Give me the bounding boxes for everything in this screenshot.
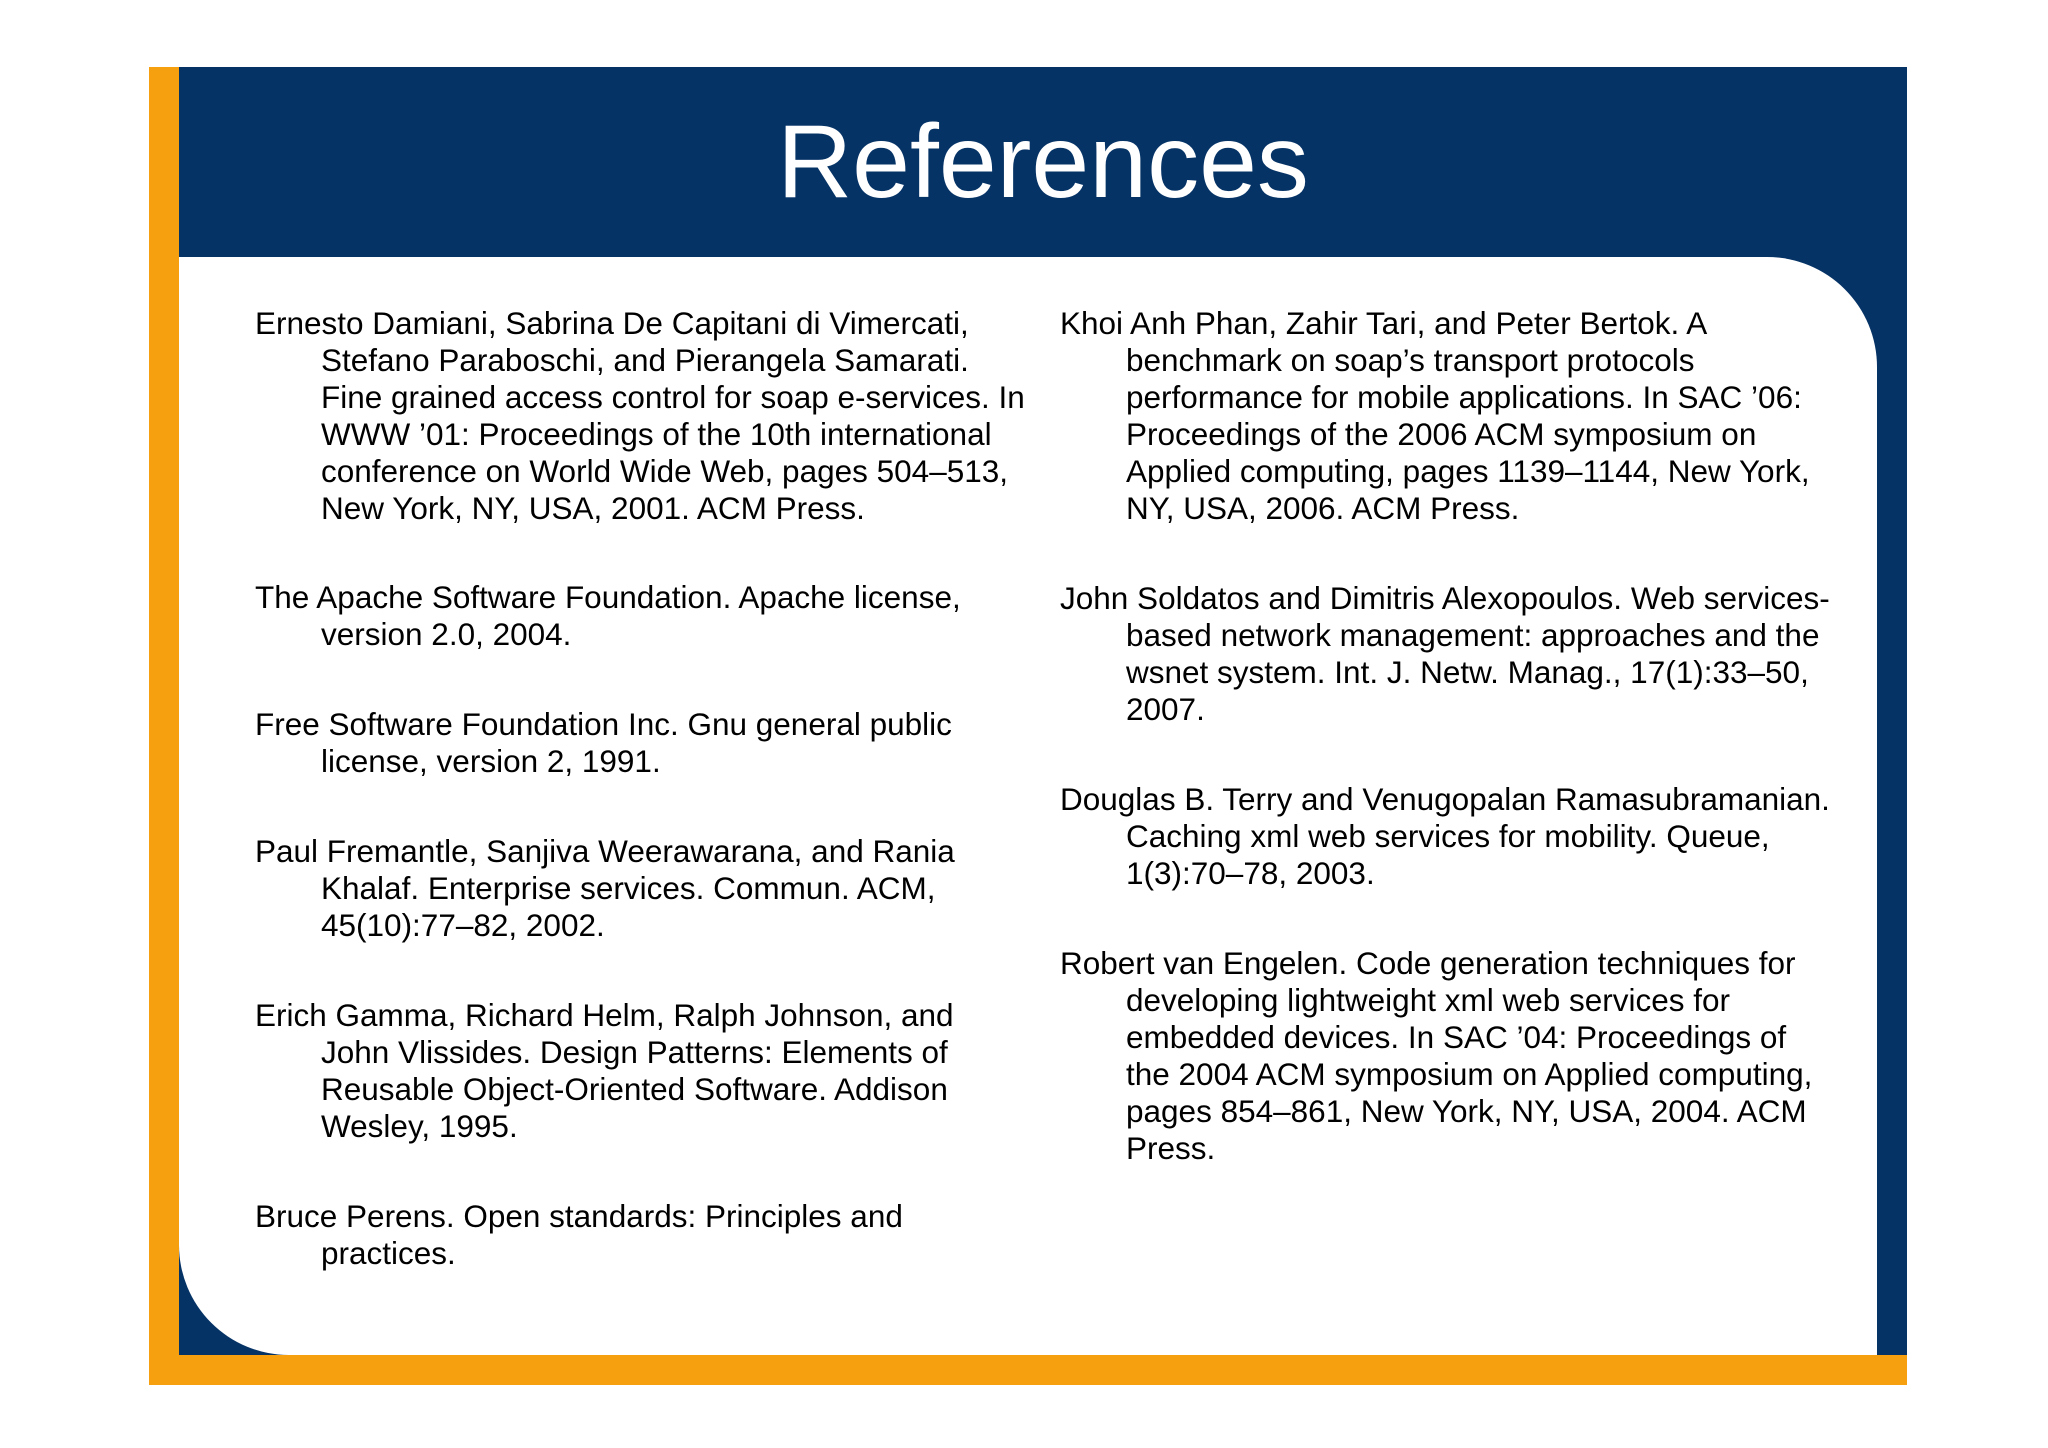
reference-fsf: Free Software Foundation Inc. Gnu general public license, version 2, 1991. <box>255 706 952 779</box>
reference-terry: Douglas B. Terry and Venugopalan Ramasubramanian. Caching xml web services for mobility. Queue, 1(3):70–78, 2003. <box>1060 781 1830 891</box>
references-right-column <box>1060 305 1830 1167</box>
reference-fremantle: Paul Fremantle, Sanjiva Weerawarana, and Rania Khalaf. Enterprise services. Commun. ACM, 45(10):77–82, 2002. <box>255 833 955 943</box>
reference-apache: The Apache Software Foundation. Apache license, version 2.0, 2004. <box>255 579 961 652</box>
reference-soldatos: John Soldatos and Dimitris Alexopoulos. Web services-based network management: approaches and the wsnet system. Int. J. Netw. Manag., 17(1):33–50, 2007. <box>1060 580 1830 727</box>
reference-gamma: Erich Gamma, Richard Helm, Ralph Johnson, and John Vlissides. Design Patterns: Elements of Reusable Object-Oriented Software. Addison Wesley, 1995. <box>255 997 954 1144</box>
references-left-column <box>255 305 1025 1272</box>
reference-van-engelen: Robert van Engelen. Code generation techniques for developing lightweight xml web services for embedded devices. In SAC ’04: Proceedings of the 2004 ACM symposium on Applied computing, pages 854–861, New York, NY, USA, 2004. ACM Press. <box>1060 945 1813 1166</box>
slide-title: References <box>777 104 1309 220</box>
reference-damiani: Ernesto Damiani, Sabrina De Capitani di Vimercati, Stefano Paraboschi, and Pierangela Samarati. Fine grained access control for soap e-services. In WWW ’01: Proceedings of the 10th international conference on World Wide Web, pages 504–513, New York, NY, USA, 2001. ACM Press. <box>255 305 1025 526</box>
reference-perens: Bruce Perens. Open standards: Principles and practices. <box>255 1198 903 1271</box>
reference-phan: Khoi Anh Phan, Zahir Tari, and Peter Bertok. A benchmark on soap’s transport protocols performance for mobile applications. In SAC ’06: Proceedings of the 2006 ACM symposium on Applied computing, pages 1139–1144, New York, NY, USA, 2006. ACM Press. <box>1060 305 1810 526</box>
